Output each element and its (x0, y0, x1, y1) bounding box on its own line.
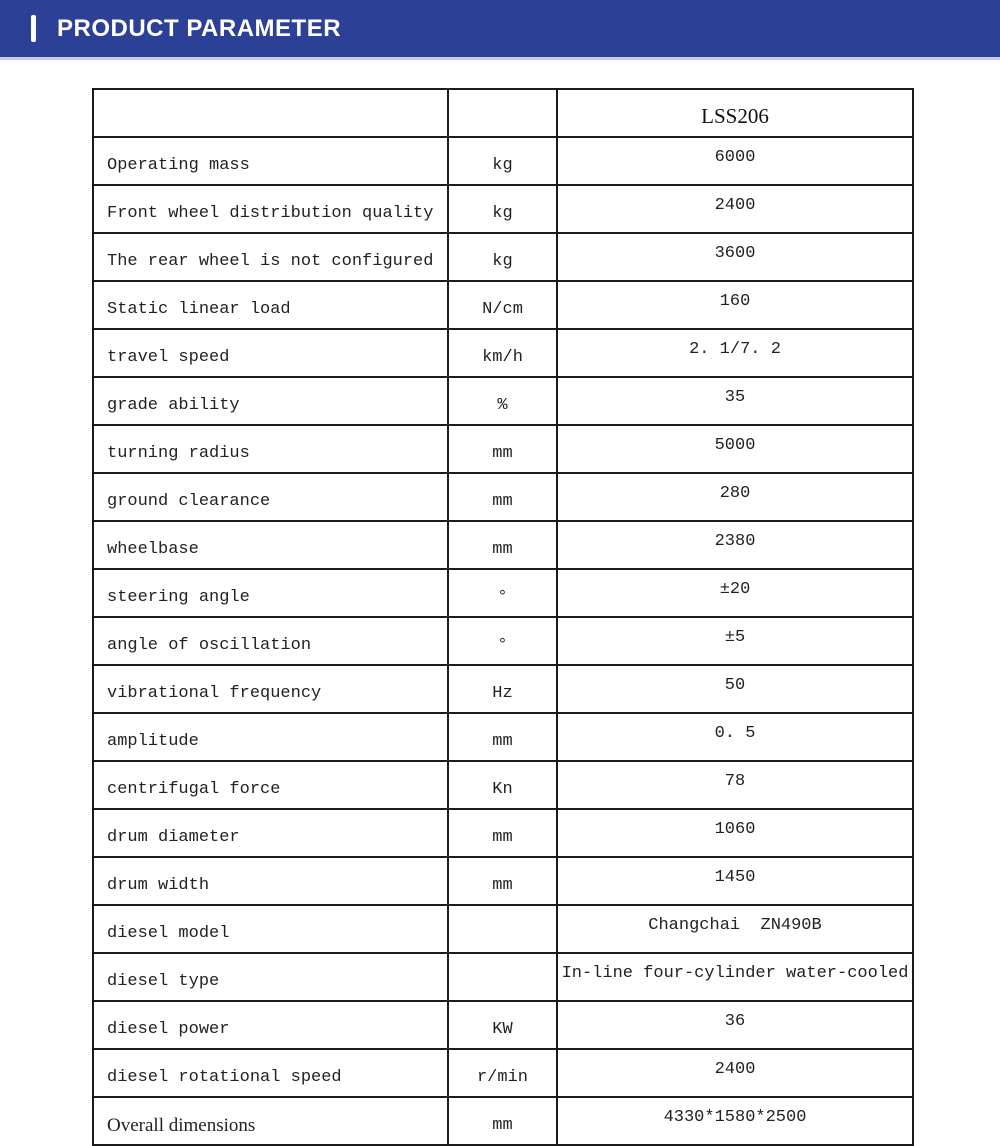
param-label: Overall dimensions (93, 1097, 448, 1145)
param-unit: ° (448, 569, 557, 617)
header-empty-unit-cell (448, 89, 557, 137)
param-label: diesel rotational speed (93, 1049, 448, 1097)
param-row (93, 377, 913, 425)
param-unit: r/min (448, 1049, 557, 1097)
param-value: 5000 (557, 425, 913, 473)
param-value: ±20 (557, 569, 913, 617)
page-title: PRODUCT PARAMETER (57, 14, 342, 42)
param-unit: km/h (448, 329, 557, 377)
param-value: 2380 (557, 521, 913, 569)
model-name-header: LSS206 (557, 89, 913, 137)
param-label: diesel model (93, 905, 448, 953)
title-accent-bar-icon (31, 15, 36, 42)
param-row (93, 905, 913, 953)
param-value: 2. 1/7. 2 (557, 329, 913, 377)
param-label: The rear wheel is not configured (93, 233, 448, 281)
param-unit: N/cm (448, 281, 557, 329)
param-row (93, 569, 913, 617)
param-value: 36 (557, 1001, 913, 1049)
param-unit: Hz (448, 665, 557, 713)
param-unit: kg (448, 137, 557, 185)
param-unit (448, 953, 557, 1001)
param-unit: mm (448, 425, 557, 473)
param-row (93, 665, 913, 713)
param-row (93, 281, 913, 329)
param-label: diesel power (93, 1001, 448, 1049)
param-unit: mm (448, 809, 557, 857)
param-value: 2400 (557, 185, 913, 233)
param-row (93, 761, 913, 809)
table-header-row (93, 89, 913, 137)
param-value: 35 (557, 377, 913, 425)
param-row (93, 953, 913, 1001)
param-value: 2400 (557, 1049, 913, 1097)
param-label: drum diameter (93, 809, 448, 857)
param-value: 160 (557, 281, 913, 329)
param-label: vibrational frequency (93, 665, 448, 713)
param-row (93, 233, 913, 281)
param-value: 6000 (557, 137, 913, 185)
param-row (93, 425, 913, 473)
param-unit: mm (448, 473, 557, 521)
param-label: Static linear load (93, 281, 448, 329)
param-unit: % (448, 377, 557, 425)
param-label: wheelbase (93, 521, 448, 569)
param-value: 50 (557, 665, 913, 713)
param-row (93, 137, 913, 185)
param-value: 4330*1580*2500 (557, 1097, 913, 1145)
param-value: 1450 (557, 857, 913, 905)
param-unit (448, 905, 557, 953)
page-header (0, 0, 1000, 60)
param-row (93, 857, 913, 905)
param-unit: KW (448, 1001, 557, 1049)
param-value: 78 (557, 761, 913, 809)
param-label: Front wheel distribution quality (93, 185, 448, 233)
param-unit: kg (448, 185, 557, 233)
param-label: Operating mass (93, 137, 448, 185)
param-unit: mm (448, 713, 557, 761)
parameter-table-container (92, 88, 914, 1146)
param-value: 1060 (557, 809, 913, 857)
param-value: 280 (557, 473, 913, 521)
param-row (93, 329, 913, 377)
param-value: ±5 (557, 617, 913, 665)
param-row (93, 617, 913, 665)
param-unit: mm (448, 1097, 557, 1145)
param-unit: mm (448, 521, 557, 569)
param-unit: ° (448, 617, 557, 665)
parameter-table (92, 88, 914, 1146)
param-label: travel speed (93, 329, 448, 377)
param-label: ground clearance (93, 473, 448, 521)
param-row (93, 1001, 913, 1049)
param-row (93, 809, 913, 857)
param-unit: Kn (448, 761, 557, 809)
param-value: 3600 (557, 233, 913, 281)
param-label: amplitude (93, 713, 448, 761)
param-label: steering angle (93, 569, 448, 617)
param-row (93, 185, 913, 233)
param-label: drum width (93, 857, 448, 905)
param-row (93, 473, 913, 521)
param-label: turning radius (93, 425, 448, 473)
param-row (93, 1097, 913, 1145)
param-label: diesel type (93, 953, 448, 1001)
param-label: grade ability (93, 377, 448, 425)
param-row (93, 521, 913, 569)
param-row (93, 713, 913, 761)
param-value: Changchai ZN490B (557, 905, 913, 953)
header-empty-label-cell (93, 89, 448, 137)
param-value: In-line four-cylinder water-cooled (557, 953, 913, 1001)
param-unit: kg (448, 233, 557, 281)
param-value: 0. 5 (557, 713, 913, 761)
param-label: centrifugal force (93, 761, 448, 809)
param-label: angle of oscillation (93, 617, 448, 665)
param-unit: mm (448, 857, 557, 905)
param-row (93, 1049, 913, 1097)
